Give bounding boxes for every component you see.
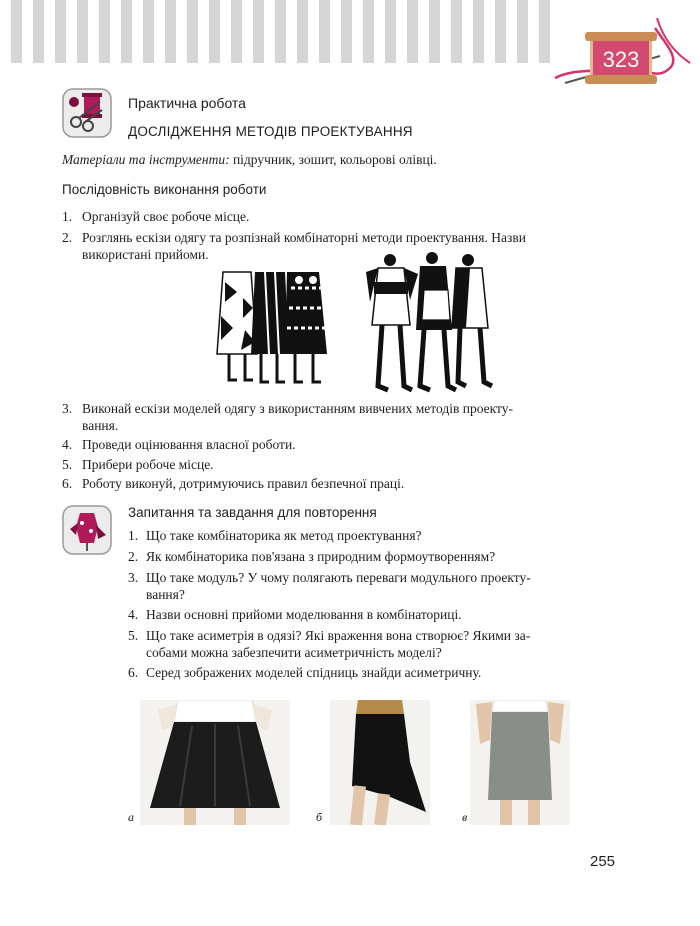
skirt-photo-a (140, 700, 290, 825)
skirt-photo-b (330, 700, 430, 825)
question-text: Що таке асиметрія в одязі? Які враження вона створює? Якими за- (146, 628, 531, 643)
step-text: Проведи оцінювання власної роботи. (82, 437, 296, 452)
figure-sketches-image (360, 250, 500, 395)
step-number: 5. (62, 457, 73, 472)
question-number: 1. (128, 528, 139, 543)
step-text: вання. (82, 418, 119, 433)
step-text: Розглянь ескізи одягу та розпізнай комбінаторні методи проектування. Назви (82, 230, 526, 245)
dress-form-icon (62, 505, 112, 555)
step-number: 1. (62, 209, 73, 224)
question-number: 4. (128, 607, 139, 622)
question-number: 5. (128, 628, 139, 643)
materials-line (62, 152, 437, 168)
step-number: 3. (62, 401, 73, 416)
practical-work-label: Практична робота (128, 95, 246, 111)
photo-caption-c: в (462, 810, 468, 824)
skirt-photo-c (470, 700, 570, 825)
thread-spool-icon (545, 8, 695, 98)
photo-caption-b: б (316, 810, 323, 824)
question-text: собами можна забезпечити асиметричність моделі? (146, 645, 442, 660)
photo-caption-a: а (128, 810, 134, 824)
question-text: Як комбінаторика пов'язана з природним формоутворенням? (146, 549, 496, 564)
step-number: 2. (62, 230, 73, 245)
step-text: Виконай ескізи моделей одягу з використанням вивчених методів проекту- (82, 401, 513, 416)
materials-label: Матеріали та інструменти: (62, 152, 230, 167)
question-text: Що таке модуль? У чому полягають переваги модульного проекту- (146, 570, 531, 585)
step-text: використані прийоми. (82, 247, 209, 262)
question-text: вання? (146, 587, 185, 602)
page-number: 255 (590, 853, 616, 870)
materials-text: підручник, зошит, кольорові олівці. (229, 152, 437, 167)
question-number: 2. (128, 549, 139, 564)
question-text: Назви основні прийоми моделювання в комбінаториці. (146, 607, 462, 622)
step-number: 4. (62, 437, 73, 452)
question-text: Серед зображених моделей спідниць знайди асиметричну. (146, 665, 482, 680)
page-badge: 323 (602, 47, 640, 72)
scissors-spool-icon (62, 88, 112, 138)
questions-heading: Запитання та завдання для повторення (128, 505, 377, 520)
step-text: Організуй своє робоче місце. (82, 209, 250, 224)
sequence-heading: Послідовність виконання роботи (62, 182, 267, 197)
step-text: Прибери робоче місце. (82, 457, 214, 472)
practical-work-title: ДОСЛІДЖЕННЯ МЕТОДІВ ПРОЕКТУВАННЯ (128, 124, 413, 139)
skirt-sketches-image (215, 268, 330, 388)
step-text: Роботу виконуй, дотримуючись правил безпечної праці. (82, 476, 405, 491)
step-number: 6. (62, 476, 73, 491)
question-text: Що таке комбінаторика як метод проектування? (146, 528, 422, 543)
question-number: 3. (128, 570, 139, 585)
question-number: 6. (128, 665, 139, 680)
